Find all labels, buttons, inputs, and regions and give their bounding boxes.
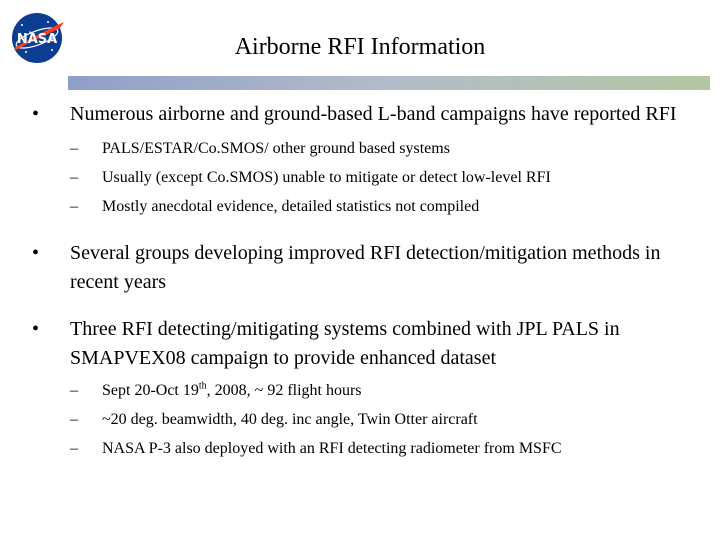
sub-bullet-3-2: [28, 405, 708, 434]
sub-bullet-3-3: [28, 434, 708, 463]
title-divider-bar: [68, 76, 710, 90]
dash-icon: –: [70, 440, 78, 457]
slide-title-text: Airborne RFI Information: [234, 34, 486, 60]
sub-bullet-3-2-text: ~20 deg. beamwidth, 40 deg. inc angle, Twin Otter aircraft: [102, 411, 478, 428]
bullet-icon: •: [32, 318, 40, 340]
sub-bullet-1-3-text: Mostly anecdotal evidence, detailed statistics not compiled: [102, 198, 480, 215]
sub-bullet-1-2: [28, 163, 708, 192]
bullet-1: [28, 100, 708, 129]
sub-bullet-3-3-text: NASA P-3 also deployed with an RFI detecting radiometer from MSFC: [102, 440, 562, 457]
bullet-2-text: Several groups developing improved RFI detection/mitigation methods in recent years: [70, 242, 661, 293]
bullet-3-text: Three RFI detecting/mitigating systems combined with JPL PALS in SMAPVEX08 campaign to provide enhanced dataset: [70, 318, 620, 369]
dash-icon: –: [70, 169, 78, 186]
slide-title: [0, 32, 720, 62]
bullet-icon: •: [32, 242, 40, 264]
sub-bullet-3-1: [28, 376, 708, 405]
date-post: , 2008, ~ 92 flight hours: [206, 382, 362, 399]
dash-icon: –: [70, 198, 78, 215]
dash-icon: –: [70, 411, 78, 428]
sub-bullet-1-1-text: PALS/ESTAR/Co.SMOS/ other ground based systems: [102, 140, 450, 157]
date-sup: th: [198, 380, 207, 392]
dash-icon: –: [70, 382, 78, 399]
sub-bullet-1-3: [28, 192, 708, 221]
slide-content: [28, 100, 708, 463]
bullet-1-text: Numerous airborne and ground-based L-band campaigns have reported RFI: [70, 103, 677, 125]
date-pre: Sept 20-Oct 19: [102, 382, 199, 399]
dash-icon: –: [70, 140, 78, 157]
bullet-icon: •: [32, 103, 40, 125]
bullet-2: [28, 239, 708, 297]
sub-bullet-1-2-text: Usually (except Co.SMOS) unable to mitigate or detect low-level RFI: [102, 169, 551, 186]
nasa-logo-text: NASA: [16, 32, 58, 47]
sub-bullet-1-1: [28, 134, 708, 163]
bullet-3: [28, 315, 708, 373]
